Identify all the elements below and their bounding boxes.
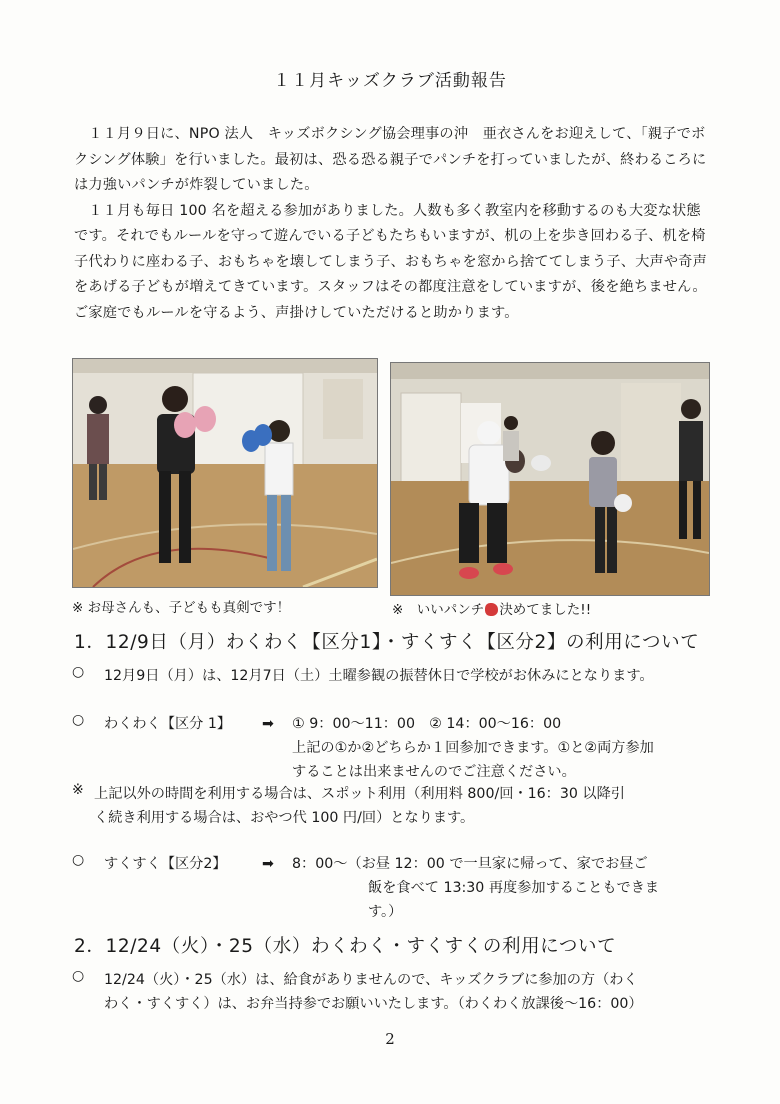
spot-note-2: く続き利用する場合は、おやつ代 100 円/回）となります。 bbox=[94, 810, 475, 826]
section-2-line-2: わく・すくすく）は、お弁当持参でお願いいたします。（わくわく放課後～16：00） bbox=[104, 996, 643, 1012]
arrow-icon: ➡ bbox=[262, 716, 274, 732]
sukusuku-note-2: す。） bbox=[368, 904, 403, 920]
section-2-line-1: 12/24（火）・25（水）は、給食がありませんので、キッズクラブに参加の方（わく bbox=[104, 972, 638, 988]
boxing-photo-2 bbox=[390, 362, 710, 596]
page-number: 2 bbox=[385, 1030, 395, 1048]
note-mark: ※ bbox=[72, 782, 84, 798]
section-1-heading: 1．12/9日（月）わくわく【区分1】・すくすく【区分2】の利用について bbox=[74, 632, 700, 653]
intro-paragraph-2: １１月も毎日 100 名を超える参加がありました。人数も多く教室内を移動するのも大変な状態です。それでもルールを守って遊んでいる子どもたちもいますが、机の上を歩き回わる子、机を椅子代わりに座わる子、おもちゃを壊してしまう子、おもちゃを窓から捨ててしまう子、大声や奇声をあげる子どもが増えてきています。スタッフはその都度注意をしていますが、後を絶ちません。ご家庭でもルールを守るよう、声掛けしていただけると助かります。 bbox=[74, 202, 708, 321]
arrow-icon: ➡ bbox=[262, 856, 274, 872]
bullet-mark: ○ bbox=[72, 712, 85, 728]
spot-note-1: 上記以外の時間を利用する場合は、スポット利用（利用料 800/回・16：30 以降引 bbox=[94, 786, 625, 802]
bullet-mark: ○ bbox=[72, 852, 85, 868]
photo-2-caption bbox=[392, 598, 591, 618]
sukusuku-label: すくすく【区分2】 bbox=[104, 856, 227, 872]
intro-text bbox=[74, 122, 714, 326]
boxing-glove-icon bbox=[485, 603, 498, 616]
photo-1-caption: ※ お母さんも、子どもも真剣です！ bbox=[72, 600, 291, 616]
photo-2-caption-start: ※ いいパンチ bbox=[392, 602, 485, 618]
wakuwaku-note-1: 上記の①か②どちらか１回参加できます。①と②両方参加 bbox=[292, 740, 654, 756]
bullet-mark: ○ bbox=[72, 664, 85, 680]
section-2-heading: 2．12/24（火）・25（水）わくわく・すくすくの利用について bbox=[74, 936, 617, 957]
page-title: １１月キッズクラブ活動報告 bbox=[273, 71, 507, 91]
photo-2-caption-end: 決めてました!! bbox=[499, 602, 592, 618]
wakuwaku-label: わくわく【区分 1】 bbox=[104, 716, 232, 732]
sukusuku-time: 8：00～（お昼 12：00 で一旦家に帰って、家でお昼ご bbox=[292, 856, 648, 872]
intro-paragraph-1: １１月９日に、NPO 法人 キッズボクシング協会理事の沖 亜衣さんをお迎えして、「親子でボクシング体験」を行いました。最初は、恐る恐る親子でパンチを打っていましたが、終わるころには力強いパンチが炸裂していました。 bbox=[74, 126, 707, 193]
wakuwaku-note-2: することは出来ませんのでご注意ください。 bbox=[292, 764, 576, 780]
wakuwaku-times: ① 9：00～11：00 ② 14：00～16：00 bbox=[292, 716, 562, 732]
bullet-mark: ○ bbox=[72, 968, 85, 984]
boxing-photo-1 bbox=[72, 358, 378, 588]
section-1-item-1: 12月9日（月）は、12月7日（土）土曜参観の振替休日で学校がお休みにとなります。 bbox=[104, 668, 654, 684]
sukusuku-note-1: 飯を食べて 13:30 再度参加することもできま bbox=[368, 880, 660, 896]
